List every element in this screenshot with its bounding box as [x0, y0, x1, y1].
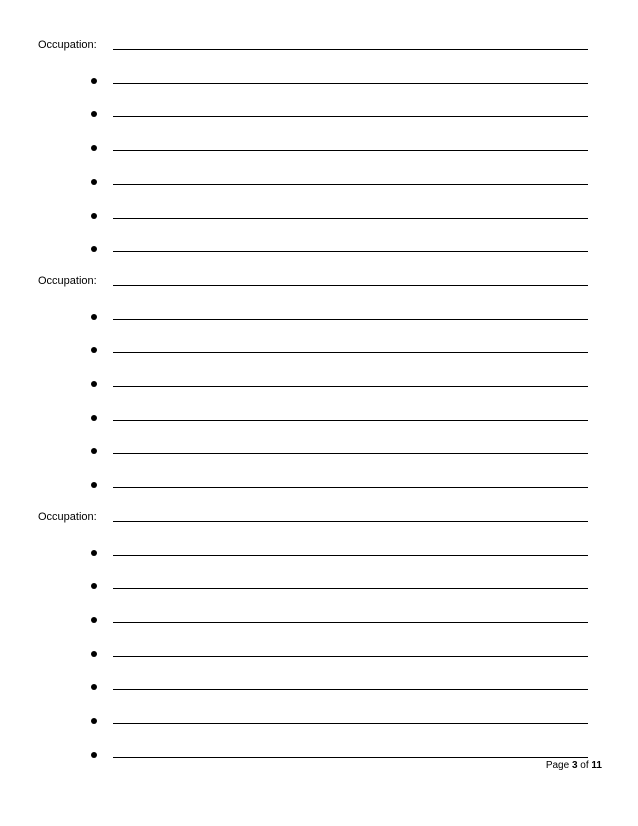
bullet-answer-line[interactable]	[113, 622, 588, 623]
footer-of-word: of	[580, 760, 589, 771]
bullet-icon	[91, 550, 97, 556]
bullet-answer-line[interactable]	[113, 150, 588, 151]
bullet-icon	[91, 415, 97, 421]
occupation-answer-line[interactable]	[113, 285, 588, 286]
bullet-row	[0, 207, 638, 227]
bullet-answer-line[interactable]	[113, 689, 588, 690]
occupation-row	[0, 274, 638, 294]
bullet-icon	[91, 381, 97, 387]
bullet-icon	[91, 583, 97, 589]
footer-page-word: Page	[545, 760, 570, 771]
bullet-icon	[91, 347, 97, 353]
bullet-answer-line[interactable]	[113, 352, 588, 353]
bullet-row	[0, 712, 638, 732]
bullet-row	[0, 341, 638, 361]
bullet-row	[0, 746, 638, 766]
bullet-row	[0, 72, 638, 92]
bullet-row	[0, 678, 638, 698]
bullet-icon	[91, 145, 97, 151]
bullet-row	[0, 645, 638, 665]
footer-current-page: 3	[571, 760, 578, 771]
bullet-icon	[91, 78, 97, 84]
bullet-row	[0, 240, 638, 260]
bullet-row	[0, 105, 638, 125]
bullet-icon	[91, 617, 97, 623]
bullet-answer-line[interactable]	[113, 555, 588, 556]
bullet-row	[0, 409, 638, 429]
bullet-icon	[91, 684, 97, 690]
bullet-icon	[91, 111, 97, 117]
bullet-icon	[91, 179, 97, 185]
bullet-answer-line[interactable]	[113, 588, 588, 589]
bullet-answer-line[interactable]	[113, 251, 588, 252]
bullet-row	[0, 442, 638, 462]
bullet-icon	[91, 213, 97, 219]
bullet-answer-line[interactable]	[113, 723, 588, 724]
bullet-row	[0, 375, 638, 395]
bullet-answer-line[interactable]	[113, 757, 588, 758]
bullet-row	[0, 308, 638, 328]
bullet-icon	[91, 651, 97, 657]
bullet-answer-line[interactable]	[113, 656, 588, 657]
bullet-row	[0, 139, 638, 159]
bullet-icon	[91, 752, 97, 758]
bullet-icon	[91, 482, 97, 488]
occupation-row	[0, 510, 638, 530]
bullet-answer-line[interactable]	[113, 184, 588, 185]
bullet-answer-line[interactable]	[113, 116, 588, 117]
bullet-row	[0, 611, 638, 631]
occupation-label: Occupation:	[38, 274, 97, 287]
bullet-answer-line[interactable]	[113, 218, 588, 219]
bullet-row	[0, 577, 638, 597]
bullet-row	[0, 544, 638, 564]
bullet-icon	[91, 314, 97, 320]
page-footer	[546, 760, 602, 772]
bullet-icon	[91, 246, 97, 252]
bullet-answer-line[interactable]	[113, 83, 588, 84]
bullet-icon	[91, 448, 97, 454]
bullet-answer-line[interactable]	[113, 319, 588, 320]
occupation-row	[0, 38, 638, 58]
footer-total-pages: 11	[591, 760, 602, 771]
occupation-answer-line[interactable]	[113, 521, 588, 522]
occupation-answer-line[interactable]	[113, 49, 588, 50]
bullet-icon	[91, 718, 97, 724]
occupation-label: Occupation:	[38, 39, 97, 51]
bullet-answer-line[interactable]	[113, 420, 588, 421]
bullet-answer-line[interactable]	[113, 487, 588, 488]
occupation-label: Occupation:	[38, 510, 97, 523]
bullet-answer-line[interactable]	[113, 386, 588, 387]
bullet-row	[0, 476, 638, 496]
bullet-row	[0, 173, 638, 193]
bullet-answer-line[interactable]	[113, 453, 588, 454]
